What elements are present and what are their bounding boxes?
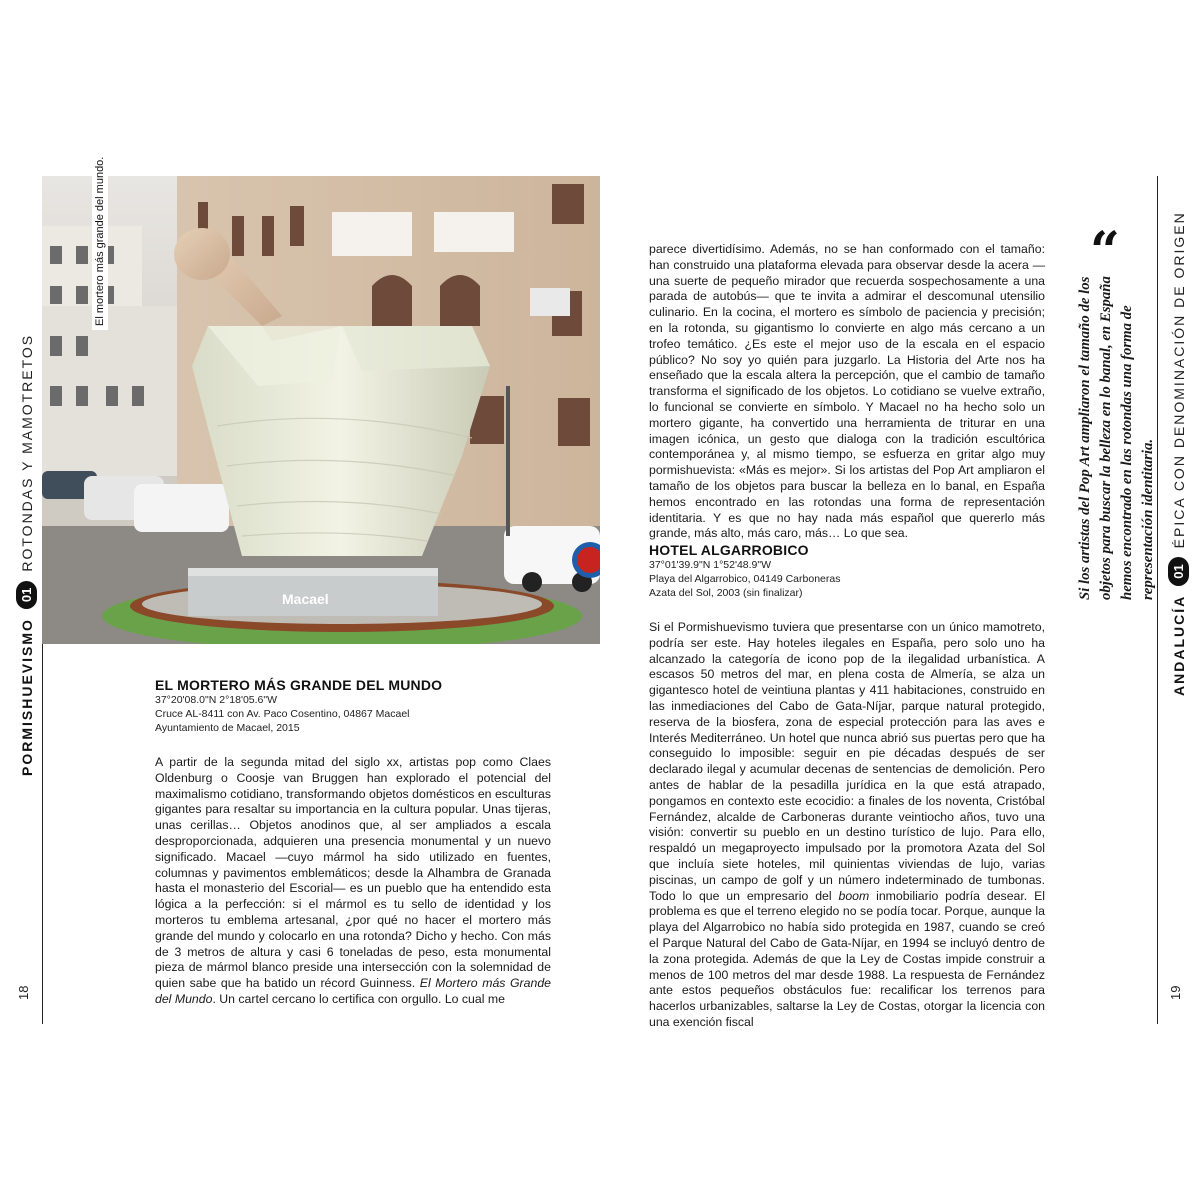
- article-title: HOTEL ALGARROBICO: [649, 542, 809, 558]
- article-algarrobico: [649, 542, 1045, 1031]
- article-italic-term: El Mortero más Grande del Mundo: [155, 976, 552, 1006]
- right-margin-rule: [1157, 176, 1158, 1024]
- article-address: Cruce AL-8411 con Av. Paco Cosentino, 04867 Macael: [155, 708, 410, 720]
- mortar-sign-text: Macael: [282, 591, 329, 607]
- subsection-label: ROTONDAS Y MAMOTRETOS: [18, 333, 35, 572]
- article-credit: Azata del Sol, 2003 (sin finalizar): [649, 587, 803, 599]
- page-number-left: 18: [16, 985, 31, 1000]
- mortar-photo: [42, 176, 600, 644]
- article-italic-term: boom: [838, 888, 870, 903]
- subsection-label: ÉPICA CON DENOMINACIÓN DE ORIGEN: [1170, 211, 1187, 549]
- mortar-illustration: [42, 176, 600, 644]
- page-number-right: 19: [1168, 985, 1183, 1000]
- section-label: PORMISHUEVISMO: [18, 618, 35, 776]
- article-credit: Ayuntamiento de Macael, 2015: [155, 722, 300, 734]
- continuation-column: [649, 242, 1045, 542]
- article-body: A partir de la segunda mitad del siglo xx, artistas pop como Claes Oldenburg o Coosje van Bruggen han explorado el potencial del maximalismo cotidiano, transformando objetos domésticos en esculturas gigantes para resaltar su importancia en la cultura popular. Unas tijeras, unas cerillas… Objetos anodinos que, al ser ampliados a escala desproporcionada, adquieren una presencia monumental y un nuevo significado. Macael —cuyo mármol ha sido utilizado en fuentes, columnas y pavimentos emblemáticos; desde la Alhambra de Granada hasta el monasterio del Escorial— es un pueblo que ha entendido esta lógica a la perfección: si el mármol es tu sello de identidad y los morteros tu emblema artesanal, ¿por qué no hacer el mortero más grande del mundo y colocarlo en una rotonda? Dicho y hecho. Con más de 3 metros de altura y casi 6 toneladas de peso, esta monumental pieza de mármol blanco preside una intersección con la solemnidad de quien sabe que ha batido un récord Guinness. El Mortero más Grande del Mundo. Un cartel cercano lo certifica con orgullo. Lo cual me: [155, 755, 552, 1006]
- chapter-badge: 01: [16, 581, 37, 609]
- article-title: EL MORTERO MÁS GRANDE DEL MUNDO: [155, 677, 443, 693]
- article-body: Si el Pormishuevismo tuviera que presentarse con un único mamotreto, podría ser este. Hay hoteles ilegales en España, pero solo uno ha alcanzado la categoría de icono pop de la ilegalidad urbanística. A escasos 50 metros del mar, en plena costa de Almería, se alza un gigantesco hotel de veintiuna plantas y 411 habitaciones, construido en las inmediaciones del Cabo de Gata-Níjar, parque natural protegido, reserva de la biosfera, zona de especial protección para las aves e Interés Mediterráneo. Un hotel que nunca abrió sus puertas pero que ha conseguido lo imposible: seguir en pie décadas después de ser declarado ilegal y acumular decenas de sentencias de demolición. Pero antes de hablar de la pesadilla jurídica en la que está atrapado, pongamos en contexto este ecocidio: a finales de los noventa, Cristóbal Fernández, alcalde de Carboneras durante veintiocho años, tuvo una visión: convertir su pueblo en un destino turístico de lujo. Para ello, respaldó un megaproyecto impulsado por la promotora Azata del Sol que incluía siete hoteles, mil quinientas viviendas de lujo, varias piscinas, un campo de golf y un número indeterminado de tumbonas. Todo lo que un empresario del boom inmobiliario podría desear. El problema es que el terreno elegido no se podía tocar. Porque, aunque la playa del Algarrobico no había sido protegida en 1987, cuando se creó el Parque Natural del Cabo de Gata-Níjar, en 1994 se incluyó dentro de la zona protegida. Además de que la Ley de Costas impide construir a menos de 100 metros del mar desde 1988. La respuesta de Fernández ante estos pequeños obstáculos fue: recalificar los terrenos para hacerlos urbanizables, saltarse la Ley de Costas, otorgar la licencia con una exención fiscal: [649, 620, 1045, 1029]
- pull-quote: Si los artistas del Pop Art ampliaron el tamaño de los objetos para buscar la belleza en lo banal, en España hemos encontrado en las rotondas una forma de representación identitaria.: [1077, 276, 1156, 600]
- article-coords: 37°20'08.0"N 2°18'05.6"W: [155, 694, 278, 706]
- article-coords: 37°01'39.9"N 1°52'48.9"W: [649, 559, 772, 571]
- right-running-header: [1168, 211, 1189, 696]
- quote-mark-icon: “: [1090, 221, 1120, 282]
- continuation-text: parece divertidísimo. Además, no se han conformado con el tamaño: han construido una plataforma elevada para observar desde la acera —una suerte de pequeño mirador que recuerda sospechosamente a una parada de autobús— que te invita a admirar el descomunal utensilio culinario. En la cocina, el mortero es símbolo de paciencia y precisión; en la rotonda, su gigantismo lo convierte en algo más cercano a un trofeo temático. ¿Es este el mejor uso de la escala en el espacio público? No soy yo quién para juzgarlo. La Historia del Arte nos ha enseñado que la escala altera la percepción, que el cambio de tamaño transforma el significado de los objetos. Lo cotidiano se vuelve extraño, lo funcional se convierte en símbolo. Y Macael no ha hecho solo un mortero gigante, ha convertido una herramienta de triturar en una imagen icónica, un gesto que dialoga con la tradición escultórica contemporánea y, al mismo tiempo, se esfuerza en gritar algo muy pormishuevista: «Más es mejor». Si los artistas del Pop Art ampliaron el tamaño de los objetos para buscar la belleza en lo banal, en España hemos encontrado en las rotondas una forma de representación identitaria. Y es que no hay nada más español que quererlo más grande, más alto, más caro, más… Lo que sea.: [649, 242, 1045, 541]
- section-label: ANDALUCÍA: [1170, 594, 1187, 696]
- photo-caption: El mortero más grande del mundo.: [92, 153, 108, 330]
- article-mortero: [155, 677, 551, 1008]
- article-address: Playa del Algarrobico, 04149 Carboneras: [649, 573, 841, 585]
- chapter-badge: 01: [1168, 557, 1189, 585]
- left-running-header: [16, 334, 37, 776]
